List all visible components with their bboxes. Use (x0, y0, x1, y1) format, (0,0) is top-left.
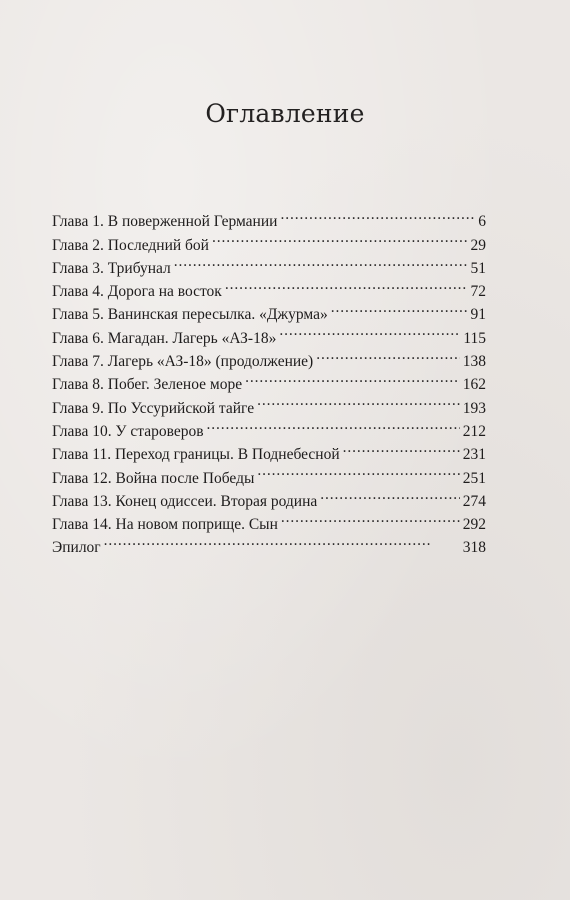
toc-entry-page-number: 29 (470, 236, 486, 254)
toc-entry-title: Глава 4. Дорога на восток (52, 283, 222, 301)
toc-entry (52, 529, 486, 557)
toc-entry-title: Глава 8. Побег. Зеленое море (52, 376, 243, 394)
toc-entry-page-number: 318 (462, 539, 486, 557)
toc-entry-page-number: 72 (470, 283, 486, 301)
dot-leader (212, 226, 468, 249)
toc-entry-page-number: 138 (462, 353, 486, 371)
toc-entry-title: Глава 7. Лагерь «АЗ-18» (продолжение) (52, 353, 314, 371)
toc-entry-page-number: 251 (462, 469, 486, 487)
dot-leader (343, 436, 460, 459)
dot-leader (104, 529, 460, 552)
toc-entry-title: Глава 6. Магадан. Лагерь «АЗ-18» (52, 329, 277, 347)
toc-entry-title: Глава 12. Война после Победы (52, 469, 255, 487)
dot-leader (225, 273, 468, 296)
toc-entry-page-number: 212 (462, 422, 486, 440)
toc-entry-title: Глава 1. В поверженной Германии (52, 213, 278, 231)
dot-leader (280, 203, 475, 226)
table-of-contents (52, 203, 486, 557)
dot-leader (257, 459, 459, 482)
dot-leader (245, 366, 460, 389)
dot-leader (174, 250, 468, 273)
toc-entry-page-number: 51 (470, 259, 486, 277)
toc-entry-title: Эпилог (52, 539, 101, 557)
toc-entry-page-number: 115 (463, 329, 486, 347)
toc-entry-page-number: 292 (462, 516, 486, 534)
toc-entry-page-number: 274 (462, 492, 486, 510)
toc-entry-title: Глава 13. Конец одиссеи. Вторая родина (52, 492, 318, 510)
dot-leader (257, 389, 460, 412)
page-title: Оглавление (205, 98, 365, 128)
toc-entry-title: Глава 9. По Уссурийской тайге (52, 399, 255, 417)
toc-entry-title: Глава 3. Трибунал (52, 259, 171, 277)
toc-entry-title: Глава 14. На новом поприще. Сын (52, 516, 278, 534)
toc-entry-title: Глава 10. У староверов (52, 422, 204, 440)
toc-entry-page-number: 162 (462, 376, 486, 394)
toc-entry (52, 203, 486, 231)
toc-entry-title: Глава 11. Переход границы. В Поднебесной (52, 446, 340, 464)
toc-entry-page-number: 231 (462, 446, 486, 464)
toc-entry-page-number: 91 (470, 306, 486, 324)
dot-leader (331, 296, 468, 319)
dot-leader (207, 413, 460, 436)
dot-leader (320, 483, 460, 506)
toc-entry-title: Глава 2. Последний бой (52, 236, 209, 254)
toc-entry-page-number: 193 (462, 399, 486, 417)
toc-entry-title: Глава 5. Ванинская пересылка. «Джурма» (52, 306, 328, 324)
toc-entry-page-number: 6 (478, 213, 486, 231)
dot-leader (281, 506, 460, 529)
dot-leader (279, 319, 460, 342)
dot-leader (316, 343, 460, 366)
